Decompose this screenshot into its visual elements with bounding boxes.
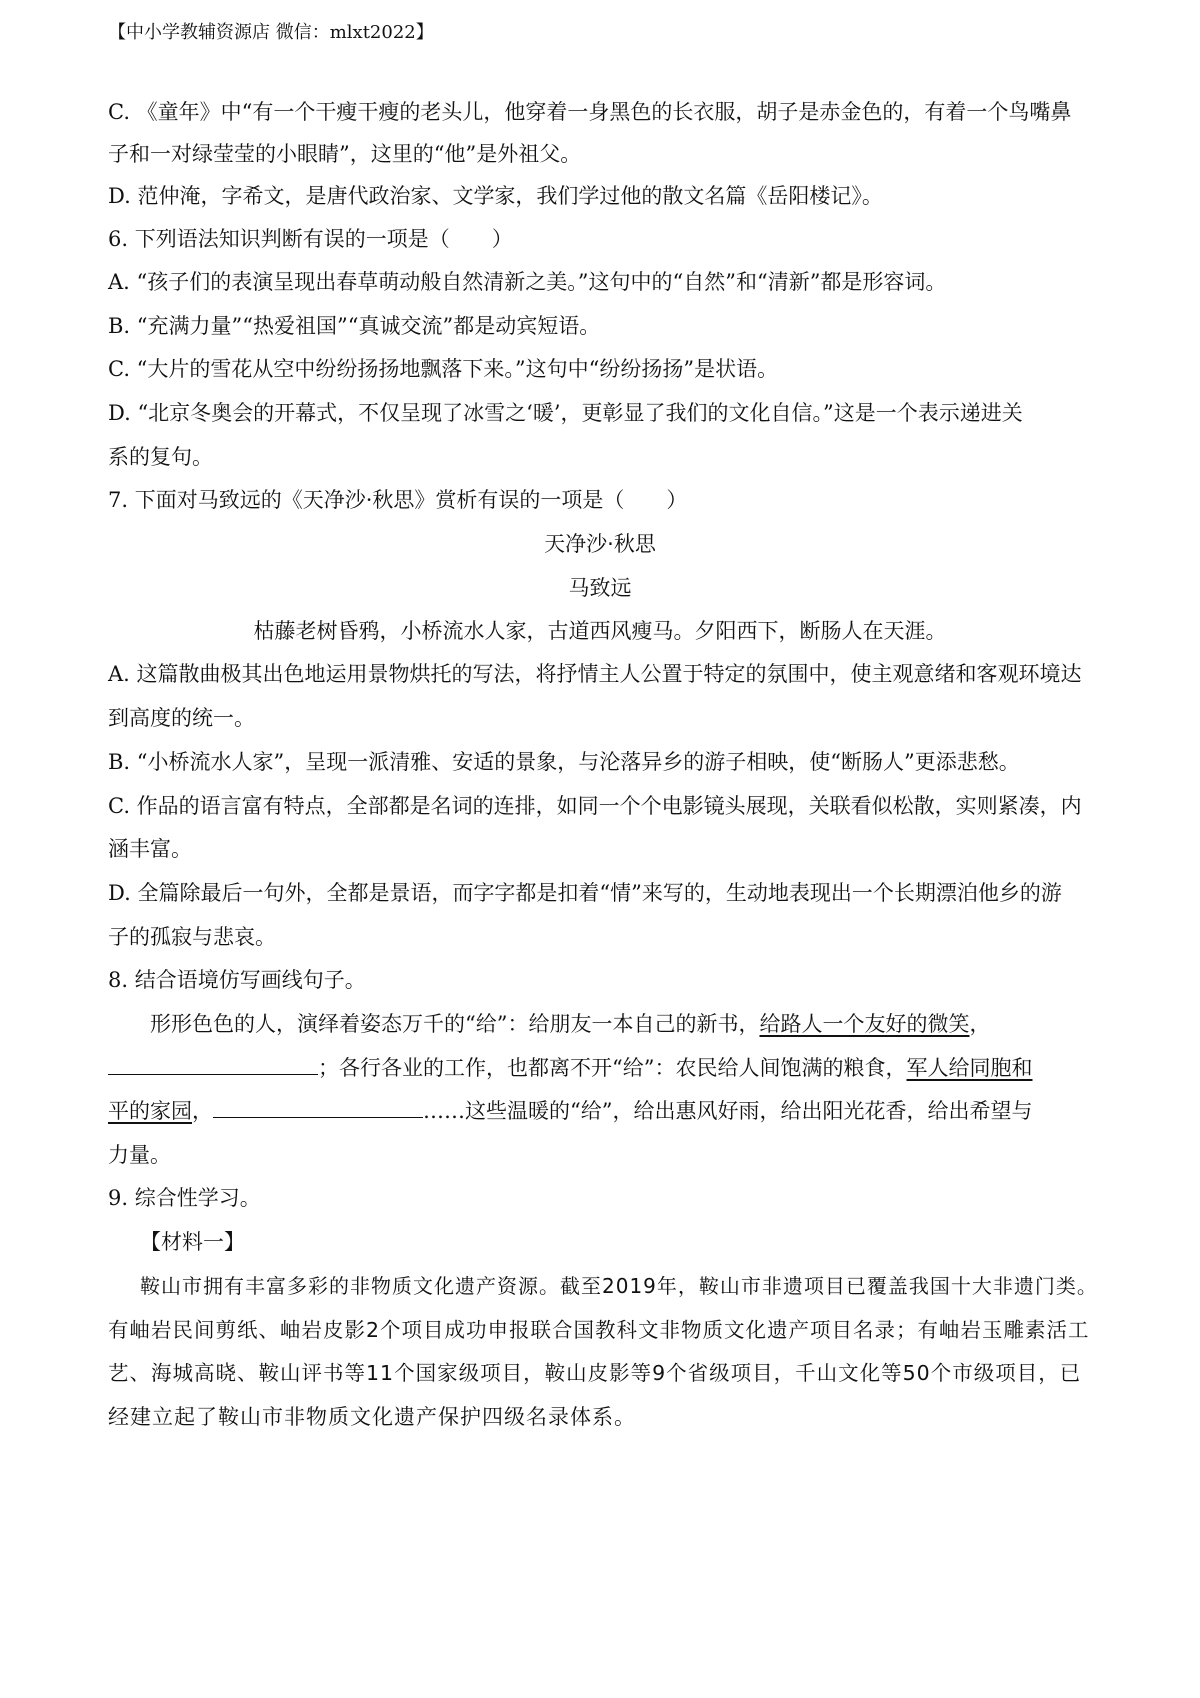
option-c-line-1: C. 《童年》中“有一个干瘦干瘦的老头儿，他穿着一身黑色的长衣服，胡子是赤金色的，有着一个鸟嘴鼻 — [108, 100, 1072, 124]
question-9-title: 9. 综合性学习。 — [108, 1186, 261, 1210]
q8-passage-line-3 — [108, 1099, 1102, 1124]
q7-option-c-line-1: C. 作品的语言富有特点，全部都是名词的连排，如同一个个电影镜头展现，关联看似松散，实则紧凑，内 — [108, 794, 1082, 818]
q6-option-d-line-1: D. “北京冬奥会的开幕式，不仅呈现了冰雪之‘暖’，更彰显了我们的文化自信。”这是一个表示递进关 — [108, 401, 1023, 425]
option-d-line: D. 范仲淹，字希文，是唐代政治家、文学家，我们学过他的散文名篇《岳阳楼记》。 — [108, 184, 883, 208]
question-7-title: 7. 下面对马致远的《天净沙·秋思》赏析有误的一项是（ ） — [108, 488, 688, 512]
q7-option-c-line-2: 涵丰富。 — [108, 837, 192, 861]
page-header: 【中小学教辅资源店 微信：mlxt2022】 — [108, 22, 434, 43]
q6-option-b: B. “充满力量”“热爱祖国”“真诚交流”都是动宾短语。 — [108, 314, 601, 338]
poem-text: 枯藤老树昏鸦，小桥流水人家，古道西风瘦马。夕阳西下，断肠人在天涯。 — [253, 619, 947, 643]
q6-option-c: C. “大片的雪花从空中纷纷扬扬地飘落下来。”这句中“纷纷扬扬”是状语。 — [108, 357, 779, 381]
q8-passage-line-1 — [150, 1012, 1102, 1037]
q8-passage-line-4: 力量。 — [108, 1143, 171, 1167]
q8-text: ……这些温暖的“给”，给出惠风好雨，给出阳光花香，给出希望与 — [423, 1099, 1033, 1123]
q8-text: ， — [192, 1099, 213, 1123]
q7-option-d-line-2: 子的孤寂与悲哀。 — [108, 925, 276, 949]
material-1-line-4: 经建立起了鞍山市非物质文化遗产保护四级名录体系。 — [108, 1405, 636, 1429]
q8-text: ；各行各业的工作，也都离不开“给”：农民给人间饱满的粮食， — [318, 1056, 907, 1080]
poem-title: 天净沙·秋思 — [544, 532, 656, 556]
material-1-line-2: 有岫岩民间剪纸、岫岩皮影2个项目成功申报联合国教科文非物质文化遗产项目名录；有岫岩玉雕素活工 — [108, 1318, 1090, 1342]
q8-text: 形形色色的人，演绎着姿态万千的“给”：给朋友一本自己的新书， — [150, 1012, 760, 1036]
q7-option-d-line-1: D. 全篇除最后一句外，全都是景语，而字字都是扣着“情”来写的，生动地表现出一个长期漂泊他乡的游 — [108, 881, 1062, 905]
question-8-title: 8. 结合语境仿写画线句子。 — [108, 968, 366, 992]
q7-option-b: B. “小桥流水人家”，呈现一派清雅、安适的景象，与沦落异乡的游子相映，使“断肠人”更添悲愁。 — [108, 750, 1020, 774]
q8-passage-line-2 — [108, 1056, 1102, 1081]
underlined-sentence: 军人给同胞和 — [906, 1056, 1033, 1080]
option-c-line-2: 子和一对绿莹莹的小眼睛”，这里的“他”是外祖父。 — [108, 142, 582, 166]
q7-option-a-line-2: 到高度的统一。 — [108, 706, 255, 730]
question-6-title: 6. 下列语法知识判断有误的一项是（ ） — [108, 227, 513, 251]
answer-blank-2[interactable] — [213, 1116, 423, 1118]
q7-option-a-line-1: A. 这篇散曲极其出色地运用景物烘托的写法，将抒情主人公置于特定的氛围中，使主观意绪和客观环境达 — [108, 662, 1082, 686]
answer-blank-1[interactable] — [108, 1073, 318, 1075]
poem-author: 马致远 — [568, 576, 632, 600]
material-1-line-3: 艺、海城高晓、鞍山评书等11个国家级项目，鞍山皮影等9个省级项目，千山文化等50个市级项目，已 — [108, 1361, 1082, 1385]
q6-option-d-line-2: 系的复句。 — [108, 445, 213, 469]
q6-option-a: A. “孩子们的表演呈现出春草萌动般自然清新之美。”这句中的“自然”和“清新”都是形容词。 — [108, 270, 947, 294]
material-1-line-1: 鞍山市拥有丰富多彩的非物质文化遗产资源。截至2019年，鞍山市非遗项目已覆盖我国十大非遗门类。 — [140, 1274, 1098, 1298]
material-1-title: 【材料一】 — [140, 1230, 245, 1254]
underlined-sentence: 平的家园 — [108, 1099, 192, 1123]
q8-text: ， — [969, 1012, 991, 1036]
underlined-sentence: 给路人一个友好的微笑 — [759, 1012, 970, 1036]
